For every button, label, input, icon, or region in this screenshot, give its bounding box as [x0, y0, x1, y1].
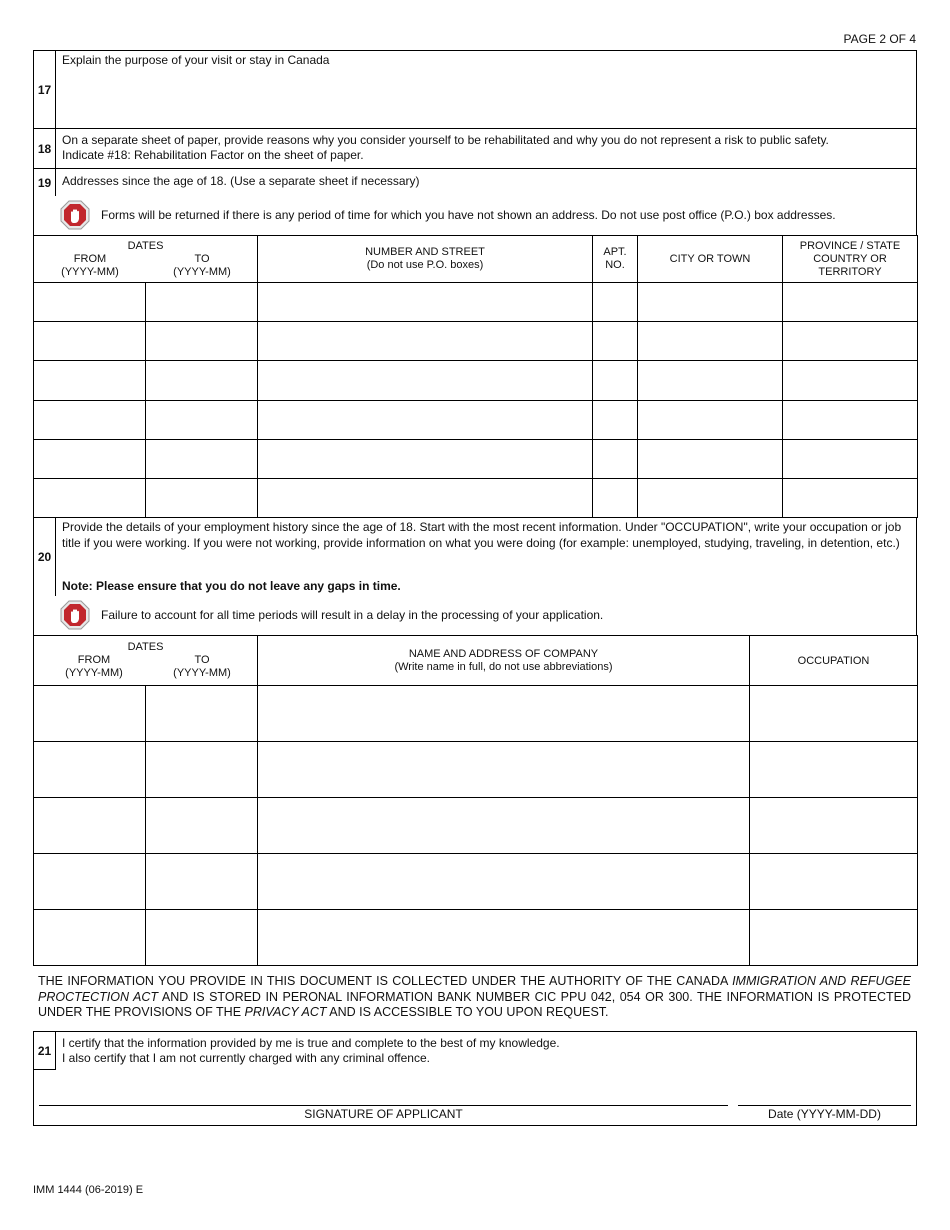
- privacy-text-2: AND IS STORED IN PERONAL INFORMATION BANK NUMBER CIC PPU 042, 054 OR 300. THE INFORMATION IS PROTECTED UNDER THE PROVISIONS OF THE: [38, 989, 911, 1019]
- from-input[interactable]: [34, 854, 146, 910]
- to-input[interactable]: [146, 439, 258, 478]
- table-row: [34, 854, 918, 910]
- question-18: [33, 128, 917, 169]
- employment-history-table: [33, 635, 918, 966]
- from-input[interactable]: [34, 283, 146, 322]
- question-20-warning: Failure to account for all time periods will result in a delay in the processing of your application.: [101, 608, 604, 622]
- apt-input[interactable]: [593, 478, 638, 517]
- street-input[interactable]: [258, 400, 593, 439]
- form-id: IMM 1444 (06-2019) E: [33, 1184, 144, 1196]
- to-input[interactable]: [146, 742, 258, 798]
- question-19-warning: Forms will be returned if there is any period of time for which you have not shown an address. Do not use post office (P.O.) box addresses.: [101, 208, 836, 222]
- occupation-input[interactable]: [750, 910, 918, 966]
- to-input[interactable]: [146, 686, 258, 742]
- stop-hand-icon: [60, 600, 90, 630]
- from-label: FROM: [73, 252, 107, 265]
- apt-label-2: NO.: [605, 259, 625, 272]
- to-label: TO: [194, 653, 210, 666]
- street-input[interactable]: [258, 439, 593, 478]
- table-row: [34, 686, 918, 742]
- to-input[interactable]: [146, 478, 258, 517]
- purpose-of-visit-input[interactable]: [62, 71, 912, 126]
- from-input[interactable]: [34, 439, 146, 478]
- street-label: NUMBER AND STREET: [365, 246, 485, 259]
- province-header: [783, 236, 918, 283]
- table-row: [34, 400, 918, 439]
- dates-label: DATES: [127, 239, 164, 252]
- province-input[interactable]: [783, 283, 918, 322]
- from-input[interactable]: [34, 478, 146, 517]
- to-input[interactable]: [146, 910, 258, 966]
- privacy-statement: [38, 974, 911, 1021]
- city-label: CITY OR TOWN: [669, 253, 751, 266]
- province-input[interactable]: [783, 322, 918, 361]
- street-input[interactable]: [258, 322, 593, 361]
- province-label: PROVINCE / STATE: [799, 239, 901, 252]
- occupation-input[interactable]: [750, 742, 918, 798]
- question-19-text: Addresses since the age of 18. (Use a separate sheet if necessary): [62, 174, 420, 188]
- city-input[interactable]: [638, 361, 783, 400]
- company-input[interactable]: [258, 798, 750, 854]
- to-input[interactable]: [146, 854, 258, 910]
- province-label-3: TERRITORY: [818, 265, 882, 278]
- province-input[interactable]: [783, 478, 918, 517]
- occupation-input[interactable]: [750, 686, 918, 742]
- question-20-note: Note: Please ensure that you do not leave any gaps in time.: [62, 579, 401, 593]
- from-input[interactable]: [34, 798, 146, 854]
- table-row: [34, 439, 918, 478]
- occupation-label: OCCUPATION: [797, 654, 870, 667]
- city-input[interactable]: [638, 283, 783, 322]
- question-number: 19: [34, 169, 56, 196]
- question-18-line2: Indicate #18: Rehabilitation Factor on the sheet of paper.: [62, 148, 364, 162]
- occupation-header: [750, 636, 918, 686]
- from-label: FROM: [77, 653, 111, 666]
- privacy-act-name-2: PRIVACY ACT: [244, 1005, 327, 1019]
- stop-hand-icon: [60, 200, 90, 230]
- street-note: (Do not use P.O. boxes): [366, 259, 484, 272]
- company-note: (Write name in full, do not use abbreviations): [394, 660, 613, 673]
- signature-label: SIGNATURE OF APPLICANT: [304, 1107, 463, 1121]
- apt-input[interactable]: [593, 439, 638, 478]
- company-input[interactable]: [258, 854, 750, 910]
- occupation-input[interactable]: [750, 798, 918, 854]
- company-label: NAME AND ADDRESS OF COMPANY: [408, 647, 599, 660]
- certify-line2: I also certify that I am not currently charged with any criminal offence.: [62, 1051, 430, 1065]
- from-input[interactable]: [34, 361, 146, 400]
- from-input[interactable]: [34, 322, 146, 361]
- city-input[interactable]: [638, 439, 783, 478]
- city-input[interactable]: [638, 322, 783, 361]
- question-19: [33, 168, 917, 236]
- to-input[interactable]: [146, 283, 258, 322]
- apt-input[interactable]: [593, 400, 638, 439]
- street-input[interactable]: [258, 361, 593, 400]
- from-input[interactable]: [34, 400, 146, 439]
- street-input[interactable]: [258, 283, 593, 322]
- province-label-2: COUNTRY OR: [813, 252, 887, 265]
- table-row: [34, 322, 918, 361]
- question-17-text: Explain the purpose of your visit or stay in Canada: [62, 53, 330, 67]
- table-row: [34, 910, 918, 966]
- date-line[interactable]: [738, 1105, 911, 1106]
- table-row: [34, 742, 918, 798]
- question-20-text: Provide the details of your employment history since the age of 18. Start with the most recent information. Under "OCCUPATION", write your occupation or job title if you were working. If you were not working, provide information on what you were doing (for example: unemployed, studying, traveling, in detention, etc.): [62, 520, 902, 550]
- from-format: (YYYY-MM): [65, 666, 123, 679]
- privacy-text-3: AND IS ACCESSIBLE TO YOU UPON REQUEST.: [326, 1005, 609, 1019]
- from-input[interactable]: [34, 910, 146, 966]
- question-20: [33, 517, 917, 636]
- apt-label: APT.: [603, 246, 627, 259]
- dates-header: [34, 636, 258, 686]
- to-input[interactable]: [146, 798, 258, 854]
- table-header-row: [34, 236, 918, 283]
- from-input[interactable]: [34, 686, 146, 742]
- street-header: [258, 236, 593, 283]
- company-input[interactable]: [258, 686, 750, 742]
- question-21: [33, 1031, 917, 1126]
- question-17: [33, 50, 917, 129]
- street-input[interactable]: [258, 478, 593, 517]
- province-input[interactable]: [783, 361, 918, 400]
- to-input[interactable]: [146, 361, 258, 400]
- from-format: (YYYY-MM): [61, 265, 119, 278]
- apt-input[interactable]: [593, 283, 638, 322]
- question-number: 21: [34, 1032, 56, 1070]
- to-input[interactable]: [146, 322, 258, 361]
- province-input[interactable]: [783, 400, 918, 439]
- company-header: [258, 636, 750, 686]
- apt-header: [593, 236, 638, 283]
- apt-input[interactable]: [593, 322, 638, 361]
- table-header-row: [34, 636, 918, 686]
- table-row: [34, 361, 918, 400]
- to-input[interactable]: [146, 400, 258, 439]
- occupation-input[interactable]: [750, 854, 918, 910]
- question-number: 20: [34, 518, 56, 596]
- province-input[interactable]: [783, 439, 918, 478]
- signature-line[interactable]: [39, 1105, 728, 1106]
- to-format: (YYYY-MM): [173, 666, 231, 679]
- table-row: [34, 283, 918, 322]
- dates-label: DATES: [127, 640, 164, 653]
- to-format: (YYYY-MM): [173, 265, 231, 278]
- privacy-act-name-1: IMMIGRATION AND REFUGEE PROCTECTION ACT: [38, 974, 911, 1004]
- company-input[interactable]: [258, 742, 750, 798]
- certify-line1: I certify that the information provided by me is true and complete to the best of my knowledge.: [62, 1036, 560, 1050]
- page-label: PAGE 2 OF 4: [843, 32, 916, 46]
- question-number: 18: [34, 129, 56, 168]
- city-input[interactable]: [638, 400, 783, 439]
- table-row: [34, 478, 918, 517]
- table-row: [34, 798, 918, 854]
- address-history-table: [33, 235, 918, 518]
- dates-header: [34, 236, 258, 283]
- privacy-text-1: THE INFORMATION YOU PROVIDE IN THIS DOCUMENT IS COLLECTED UNDER THE AUTHORITY OF THE CANADA: [38, 974, 733, 988]
- to-label: TO: [194, 252, 210, 265]
- from-input[interactable]: [34, 742, 146, 798]
- city-header: [638, 236, 783, 283]
- question-18-line1: On a separate sheet of paper, provide reasons why you consider yourself to be rehabilitated and why you do not represent a risk to public safety.: [62, 133, 829, 147]
- city-input[interactable]: [638, 478, 783, 517]
- company-input[interactable]: [258, 910, 750, 966]
- apt-input[interactable]: [593, 361, 638, 400]
- question-number: 17: [34, 51, 56, 128]
- date-label: Date (YYYY-MM-DD): [768, 1107, 881, 1121]
